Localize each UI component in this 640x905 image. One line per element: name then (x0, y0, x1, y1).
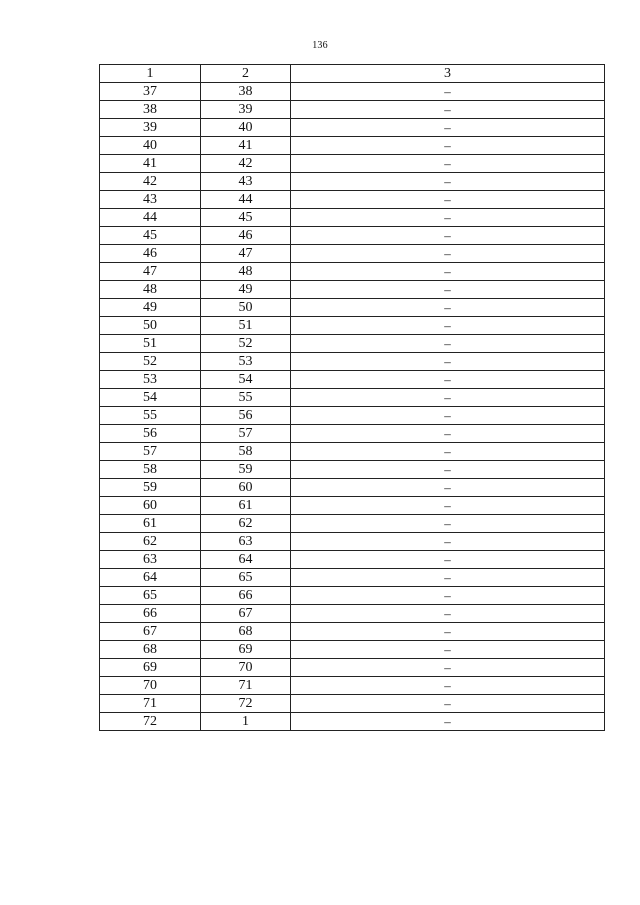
table-cell-col-3: – (291, 605, 605, 623)
table-cell-col-2: 46 (201, 227, 291, 245)
table-cell-col-2: 50 (201, 299, 291, 317)
table-cell-col-1: 72 (100, 713, 201, 731)
table-cell-col-3: – (291, 695, 605, 713)
table-row (100, 227, 605, 245)
table-cell-col-3: – (291, 101, 605, 119)
table-cell-col-1: 61 (100, 515, 201, 533)
table-row (100, 479, 605, 497)
table-row (100, 155, 605, 173)
table-cell-col-3: – (291, 515, 605, 533)
table-cell-col-3: – (291, 353, 605, 371)
table-cell-col-3: – (291, 407, 605, 425)
table-cell-col-1: 51 (100, 335, 201, 353)
table-cell-col-3: – (291, 227, 605, 245)
table-row (100, 101, 605, 119)
table-cell-col-3: – (291, 659, 605, 677)
table-cell-col-3: – (291, 335, 605, 353)
table-row (100, 659, 605, 677)
table-cell-col-3: – (291, 155, 605, 173)
table-cell-col-1: 66 (100, 605, 201, 623)
table-cell-col-1: 59 (100, 479, 201, 497)
table-cell-col-2: 48 (201, 263, 291, 281)
table-cell-col-1: 39 (100, 119, 201, 137)
table-row (100, 335, 605, 353)
table-cell-col-2: 55 (201, 389, 291, 407)
table-cell-col-3: – (291, 389, 605, 407)
table-row (100, 587, 605, 605)
table-cell-col-3: – (291, 119, 605, 137)
table-cell-col-1: 67 (100, 623, 201, 641)
table-cell-col-3: – (291, 497, 605, 515)
table-cell-col-1: 71 (100, 695, 201, 713)
table-cell-col-3: – (291, 443, 605, 461)
header-row (100, 65, 605, 83)
table-cell-col-2: 41 (201, 137, 291, 155)
table-cell-col-2: 66 (201, 587, 291, 605)
table-cell-col-1: 43 (100, 191, 201, 209)
table-cell-col-1: 63 (100, 551, 201, 569)
table-cell-col-3: – (291, 641, 605, 659)
table-cell-col-2: 51 (201, 317, 291, 335)
column-header-2: 2 (201, 65, 291, 83)
table-cell-col-2: 67 (201, 605, 291, 623)
table-row (100, 461, 605, 479)
table-cell-col-3: – (291, 263, 605, 281)
table-cell-col-1: 70 (100, 677, 201, 695)
table-cell-col-2: 71 (201, 677, 291, 695)
table-cell-col-3: – (291, 173, 605, 191)
table-body (100, 83, 605, 731)
table-row (100, 425, 605, 443)
table-cell-col-3: – (291, 425, 605, 443)
table-cell-col-3: – (291, 533, 605, 551)
table-row (100, 515, 605, 533)
table-cell-col-1: 40 (100, 137, 201, 155)
table-cell-col-1: 52 (100, 353, 201, 371)
table-row (100, 551, 605, 569)
table-cell-col-2: 68 (201, 623, 291, 641)
table-cell-col-2: 52 (201, 335, 291, 353)
table-cell-col-3: – (291, 713, 605, 731)
table-cell-col-2: 39 (201, 101, 291, 119)
table-row (100, 713, 605, 731)
table-cell-col-1: 65 (100, 587, 201, 605)
table-cell-col-2: 65 (201, 569, 291, 587)
table-cell-col-2: 56 (201, 407, 291, 425)
table-cell-col-1: 44 (100, 209, 201, 227)
table-row (100, 407, 605, 425)
table-cell-col-3: – (291, 371, 605, 389)
table-cell-col-3: – (291, 677, 605, 695)
table-cell-col-3: – (291, 587, 605, 605)
table-cell-col-1: 60 (100, 497, 201, 515)
table-cell-col-1: 57 (100, 443, 201, 461)
table-cell-col-2: 61 (201, 497, 291, 515)
table-row (100, 317, 605, 335)
table-cell-col-2: 38 (201, 83, 291, 101)
table-row (100, 641, 605, 659)
table-cell-col-2: 49 (201, 281, 291, 299)
table-cell-col-3: – (291, 623, 605, 641)
table-cell-col-2: 42 (201, 155, 291, 173)
table-cell-col-2: 59 (201, 461, 291, 479)
table-row (100, 245, 605, 263)
table-row (100, 569, 605, 587)
table-cell-col-1: 46 (100, 245, 201, 263)
table-cell-col-1: 54 (100, 389, 201, 407)
table-row (100, 371, 605, 389)
table-cell-col-3: – (291, 317, 605, 335)
table-row (100, 299, 605, 317)
column-header-1: 1 (100, 65, 201, 83)
table-row (100, 623, 605, 641)
column-header-3: 3 (291, 65, 605, 83)
table-cell-col-2: 53 (201, 353, 291, 371)
table-cell-col-1: 42 (100, 173, 201, 191)
table-row (100, 605, 605, 623)
table-row (100, 173, 605, 191)
table-cell-col-2: 57 (201, 425, 291, 443)
table-cell-col-1: 68 (100, 641, 201, 659)
table-cell-col-1: 41 (100, 155, 201, 173)
table-cell-col-1: 48 (100, 281, 201, 299)
table-cell-col-2: 63 (201, 533, 291, 551)
table-cell-col-2: 58 (201, 443, 291, 461)
table-cell-col-1: 37 (100, 83, 201, 101)
table-row (100, 353, 605, 371)
table-cell-col-1: 38 (100, 101, 201, 119)
table-cell-col-2: 62 (201, 515, 291, 533)
table-cell-col-1: 49 (100, 299, 201, 317)
table-cell-col-1: 56 (100, 425, 201, 443)
table-cell-col-3: – (291, 209, 605, 227)
table-cell-col-3: – (291, 281, 605, 299)
table-row (100, 263, 605, 281)
table-cell-col-3: – (291, 299, 605, 317)
table-row (100, 533, 605, 551)
table-row (100, 695, 605, 713)
table-cell-col-3: – (291, 245, 605, 263)
table-cell-col-2: 64 (201, 551, 291, 569)
data-table (99, 64, 605, 731)
table-row (100, 83, 605, 101)
table-cell-col-1: 53 (100, 371, 201, 389)
table-row (100, 389, 605, 407)
table-cell-col-3: – (291, 461, 605, 479)
table-cell-col-3: – (291, 551, 605, 569)
table-cell-col-2: 70 (201, 659, 291, 677)
table-cell-col-1: 58 (100, 461, 201, 479)
table-cell-col-1: 45 (100, 227, 201, 245)
table-cell-col-1: 55 (100, 407, 201, 425)
table-cell-col-1: 64 (100, 569, 201, 587)
table-header (100, 65, 605, 83)
table-cell-col-2: 45 (201, 209, 291, 227)
table-cell-col-1: 62 (100, 533, 201, 551)
table-cell-col-2: 40 (201, 119, 291, 137)
table-cell-col-1: 69 (100, 659, 201, 677)
table-cell-col-2: 72 (201, 695, 291, 713)
table-row (100, 137, 605, 155)
table-cell-col-3: – (291, 83, 605, 101)
table-row (100, 119, 605, 137)
table-cell-col-3: – (291, 137, 605, 155)
table-cell-col-2: 54 (201, 371, 291, 389)
table-cell-col-3: – (291, 569, 605, 587)
table-cell-col-2: 43 (201, 173, 291, 191)
table-cell-col-2: 44 (201, 191, 291, 209)
table-row (100, 677, 605, 695)
table-row (100, 191, 605, 209)
table-row (100, 209, 605, 227)
table-cell-col-3: – (291, 479, 605, 497)
table-cell-col-3: – (291, 191, 605, 209)
table-cell-col-2: 60 (201, 479, 291, 497)
table-cell-col-2: 1 (201, 713, 291, 731)
table-cell-col-1: 47 (100, 263, 201, 281)
table-row (100, 497, 605, 515)
table-row (100, 281, 605, 299)
page-number: 136 (312, 40, 328, 51)
table-row (100, 443, 605, 461)
table-cell-col-2: 69 (201, 641, 291, 659)
table-cell-col-1: 50 (100, 317, 201, 335)
table-cell-col-2: 47 (201, 245, 291, 263)
